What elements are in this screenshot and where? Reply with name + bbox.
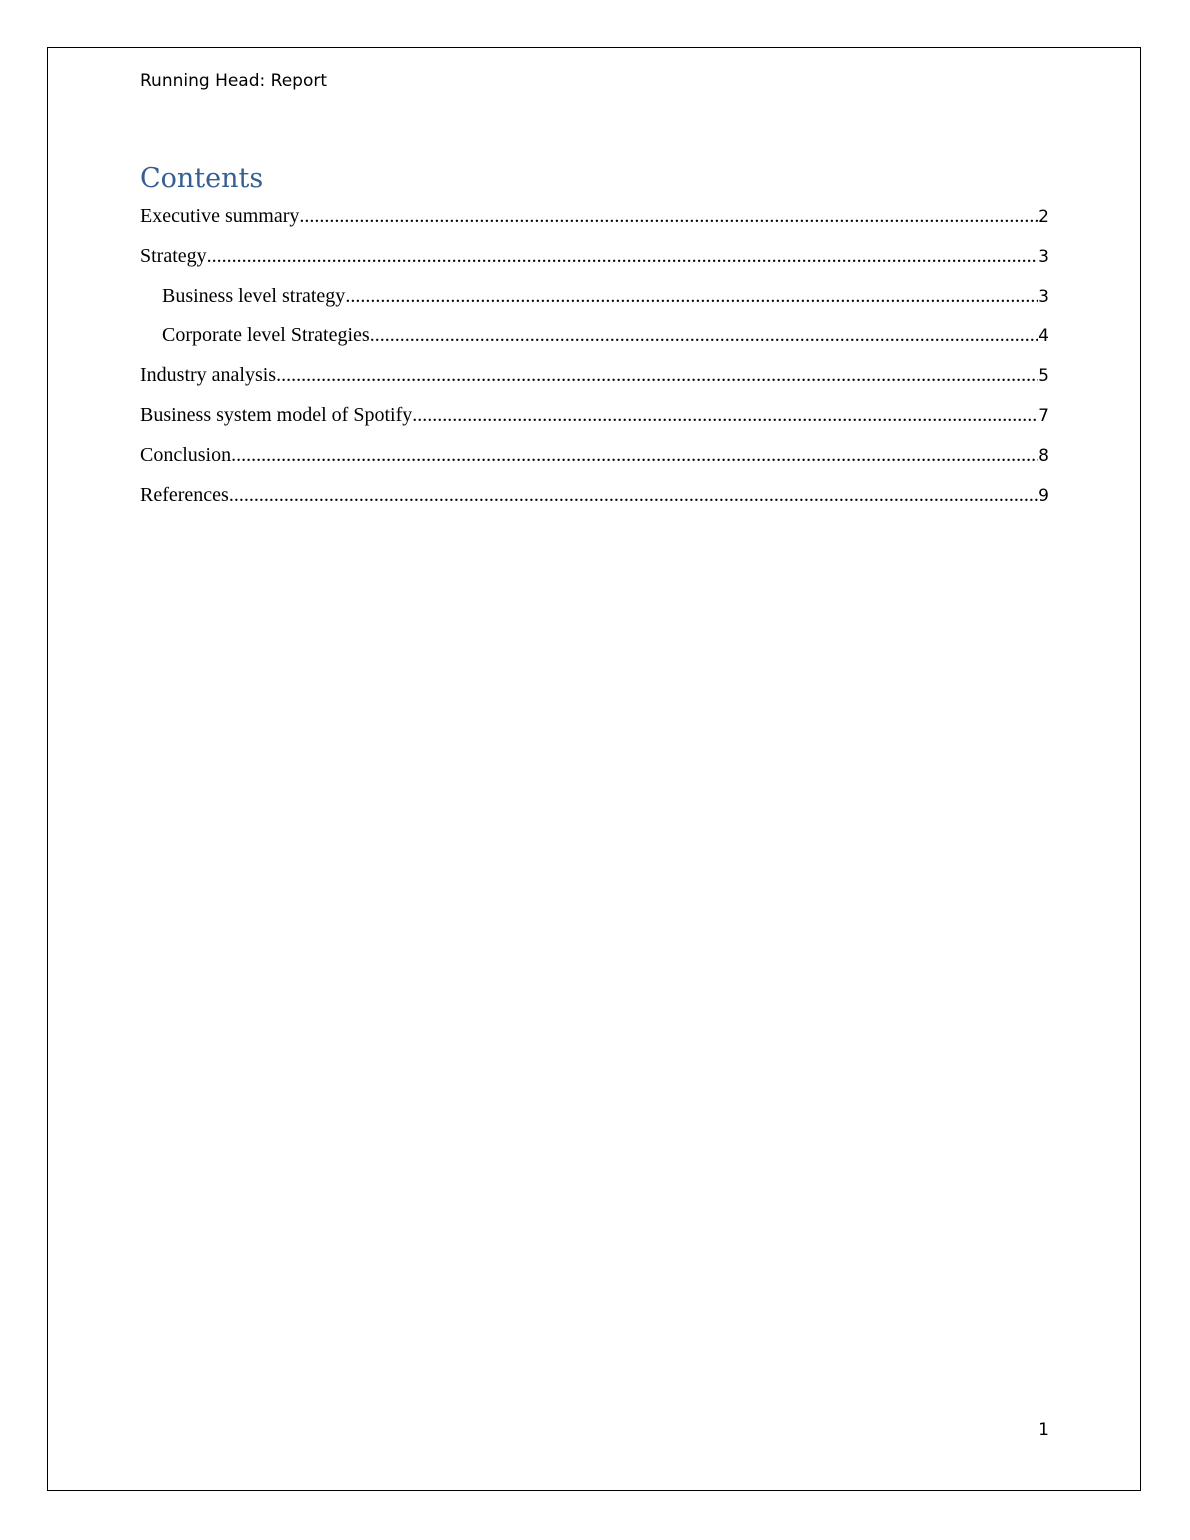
toc-entry-page: 3 [1038, 286, 1049, 307]
toc-entry-label: Business level strategy [162, 284, 346, 307]
toc-entry-strategy[interactable] [140, 242, 1049, 282]
toc-entry-references[interactable] [140, 481, 1049, 521]
toc-dot-leader [299, 202, 1038, 230]
toc-dot-leader [370, 321, 1038, 349]
toc-entry-label: Strategy [140, 244, 207, 267]
page-number: 1 [1038, 1420, 1049, 1440]
toc-entry-label: Business system model of Spotify [140, 403, 413, 426]
toc-entry-industry-analysis[interactable] [140, 361, 1049, 401]
toc-entry-page: 4 [1038, 326, 1049, 347]
toc-entry-label: References [140, 483, 229, 506]
toc-entry-executive-summary[interactable] [140, 202, 1049, 242]
toc-entry-page: 7 [1038, 405, 1049, 426]
toc-title: Contents [140, 163, 264, 194]
toc-entry-label: Conclusion [140, 443, 232, 466]
toc-entry-corporate-level-strategies[interactable] [140, 321, 1049, 361]
toc-entry-page: 2 [1038, 207, 1049, 227]
toc-entry-conclusion[interactable] [140, 441, 1049, 481]
toc-entry-business-level-strategy[interactable] [140, 282, 1049, 322]
table-of-contents [140, 202, 1049, 520]
toc-dot-leader [345, 282, 1038, 310]
toc-entry-business-system-model[interactable] [140, 401, 1049, 441]
toc-dot-leader [231, 441, 1038, 469]
toc-entry-page: 5 [1038, 366, 1049, 387]
toc-dot-leader [412, 401, 1038, 429]
toc-dot-leader [207, 242, 1039, 270]
running-head: Running Head: Report [140, 71, 327, 91]
toc-entry-label: Corporate level Strategies [162, 324, 370, 347]
toc-dot-leader [229, 481, 1038, 509]
toc-entry-label: Executive summary [140, 205, 300, 227]
toc-entry-page: 8 [1038, 445, 1049, 466]
toc-entry-label: Industry analysis [140, 364, 277, 387]
toc-entry-page: 9 [1038, 485, 1049, 506]
toc-dot-leader [276, 361, 1038, 389]
toc-entry-page: 3 [1038, 246, 1049, 267]
